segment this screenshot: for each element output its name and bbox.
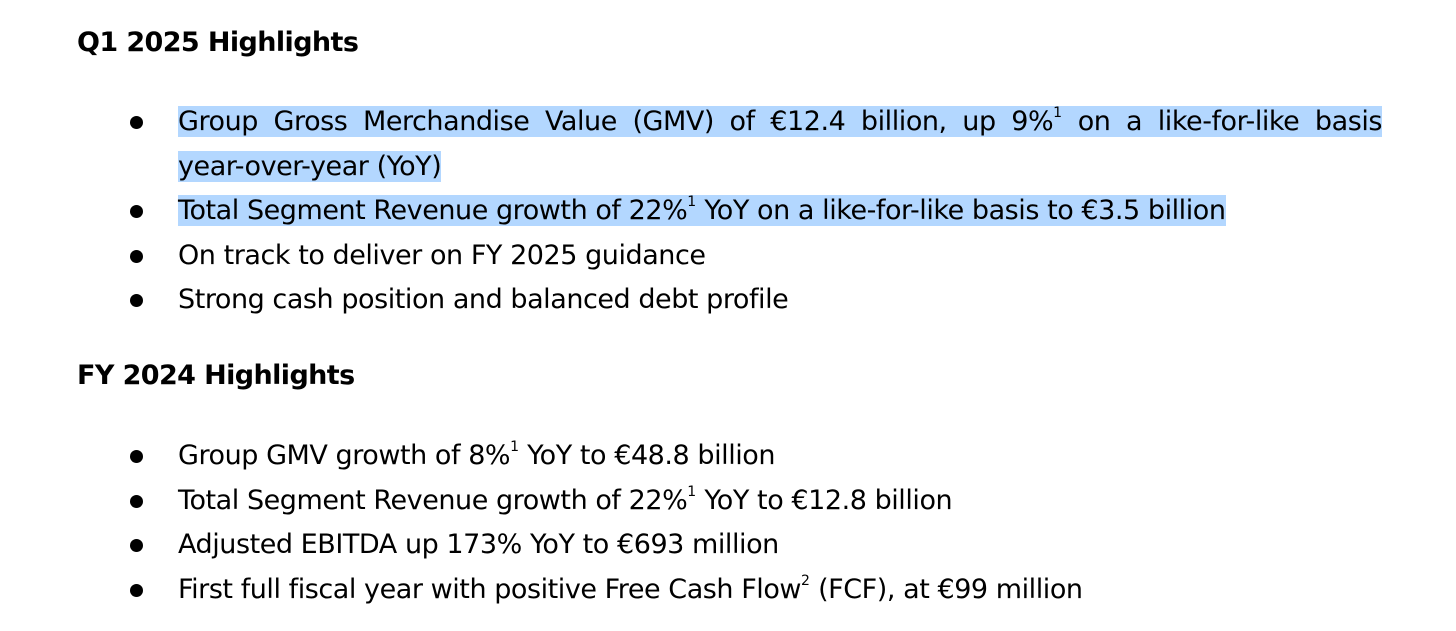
footnote-ref: 2	[801, 572, 810, 589]
list-item-q1-gmv	[0, 100, 1382, 189]
bullet-icon	[130, 495, 143, 508]
q1-guidance-text: On track to deliver on FY 2025 guidance	[178, 239, 706, 271]
footnote-ref: 1	[687, 483, 697, 500]
bullet-icon	[130, 116, 143, 129]
q1-gmv-line-1	[178, 100, 1382, 145]
fy-2024-highlights-list	[0, 434, 1083, 612]
bullet-icon	[130, 539, 143, 552]
footnote-ref: 1	[510, 439, 520, 455]
list-item-q1-guidance	[0, 234, 1382, 279]
list-item-q1-revenue	[0, 189, 1382, 234]
list-item-fy-revenue: Total Segment Revenue growth of 22%$^1$ YoY to €12.8 billion	[0, 479, 1083, 524]
q1-2025-highlights-heading: Q1 2025 Highlights	[77, 27, 359, 58]
q1-2025-highlights-list	[0, 100, 1382, 323]
list-item-q1-cash	[0, 278, 1382, 323]
bullet-icon	[130, 205, 143, 218]
bullet-icon	[130, 450, 143, 463]
selected-text[interactable]: year-over-year (YoY)	[178, 150, 442, 182]
q1-cash-text: Strong cash position and balanced debt profile	[178, 284, 789, 315]
footnote-ref: 1	[1053, 105, 1063, 121]
list-item-fy-gmv: Group GMV growth of 8%$^1$ YoY to €48.8 billion	[0, 434, 1083, 479]
selected-text[interactable]: Total Segment Revenue growth of 22%$^1$ YoY on a like-for-like basis to €3.5 billion	[178, 194, 1226, 226]
q1-gmv-line-2	[178, 145, 1382, 190]
bullet-icon	[130, 250, 143, 263]
footnote-ref: 1	[687, 194, 697, 210]
bullet-icon	[130, 584, 143, 597]
list-item-fy-ebitda	[0, 523, 1083, 568]
selected-text[interactable]: Group Gross Merchandise Value (GMV) of €12.4 billion, up 9%$^1$ on a like-for-like basis	[178, 105, 1382, 137]
fy-2024-highlights-heading: FY 2024 Highlights	[77, 360, 355, 391]
list-item-fy-fcf: First full fiscal year with positive Free Cash Flow$^2$ (FCF), at €99 million	[0, 568, 1083, 613]
bullet-icon	[130, 294, 143, 307]
fy-ebitda-text: Adjusted EBITDA up 173% YoY to €693 million	[178, 529, 779, 560]
